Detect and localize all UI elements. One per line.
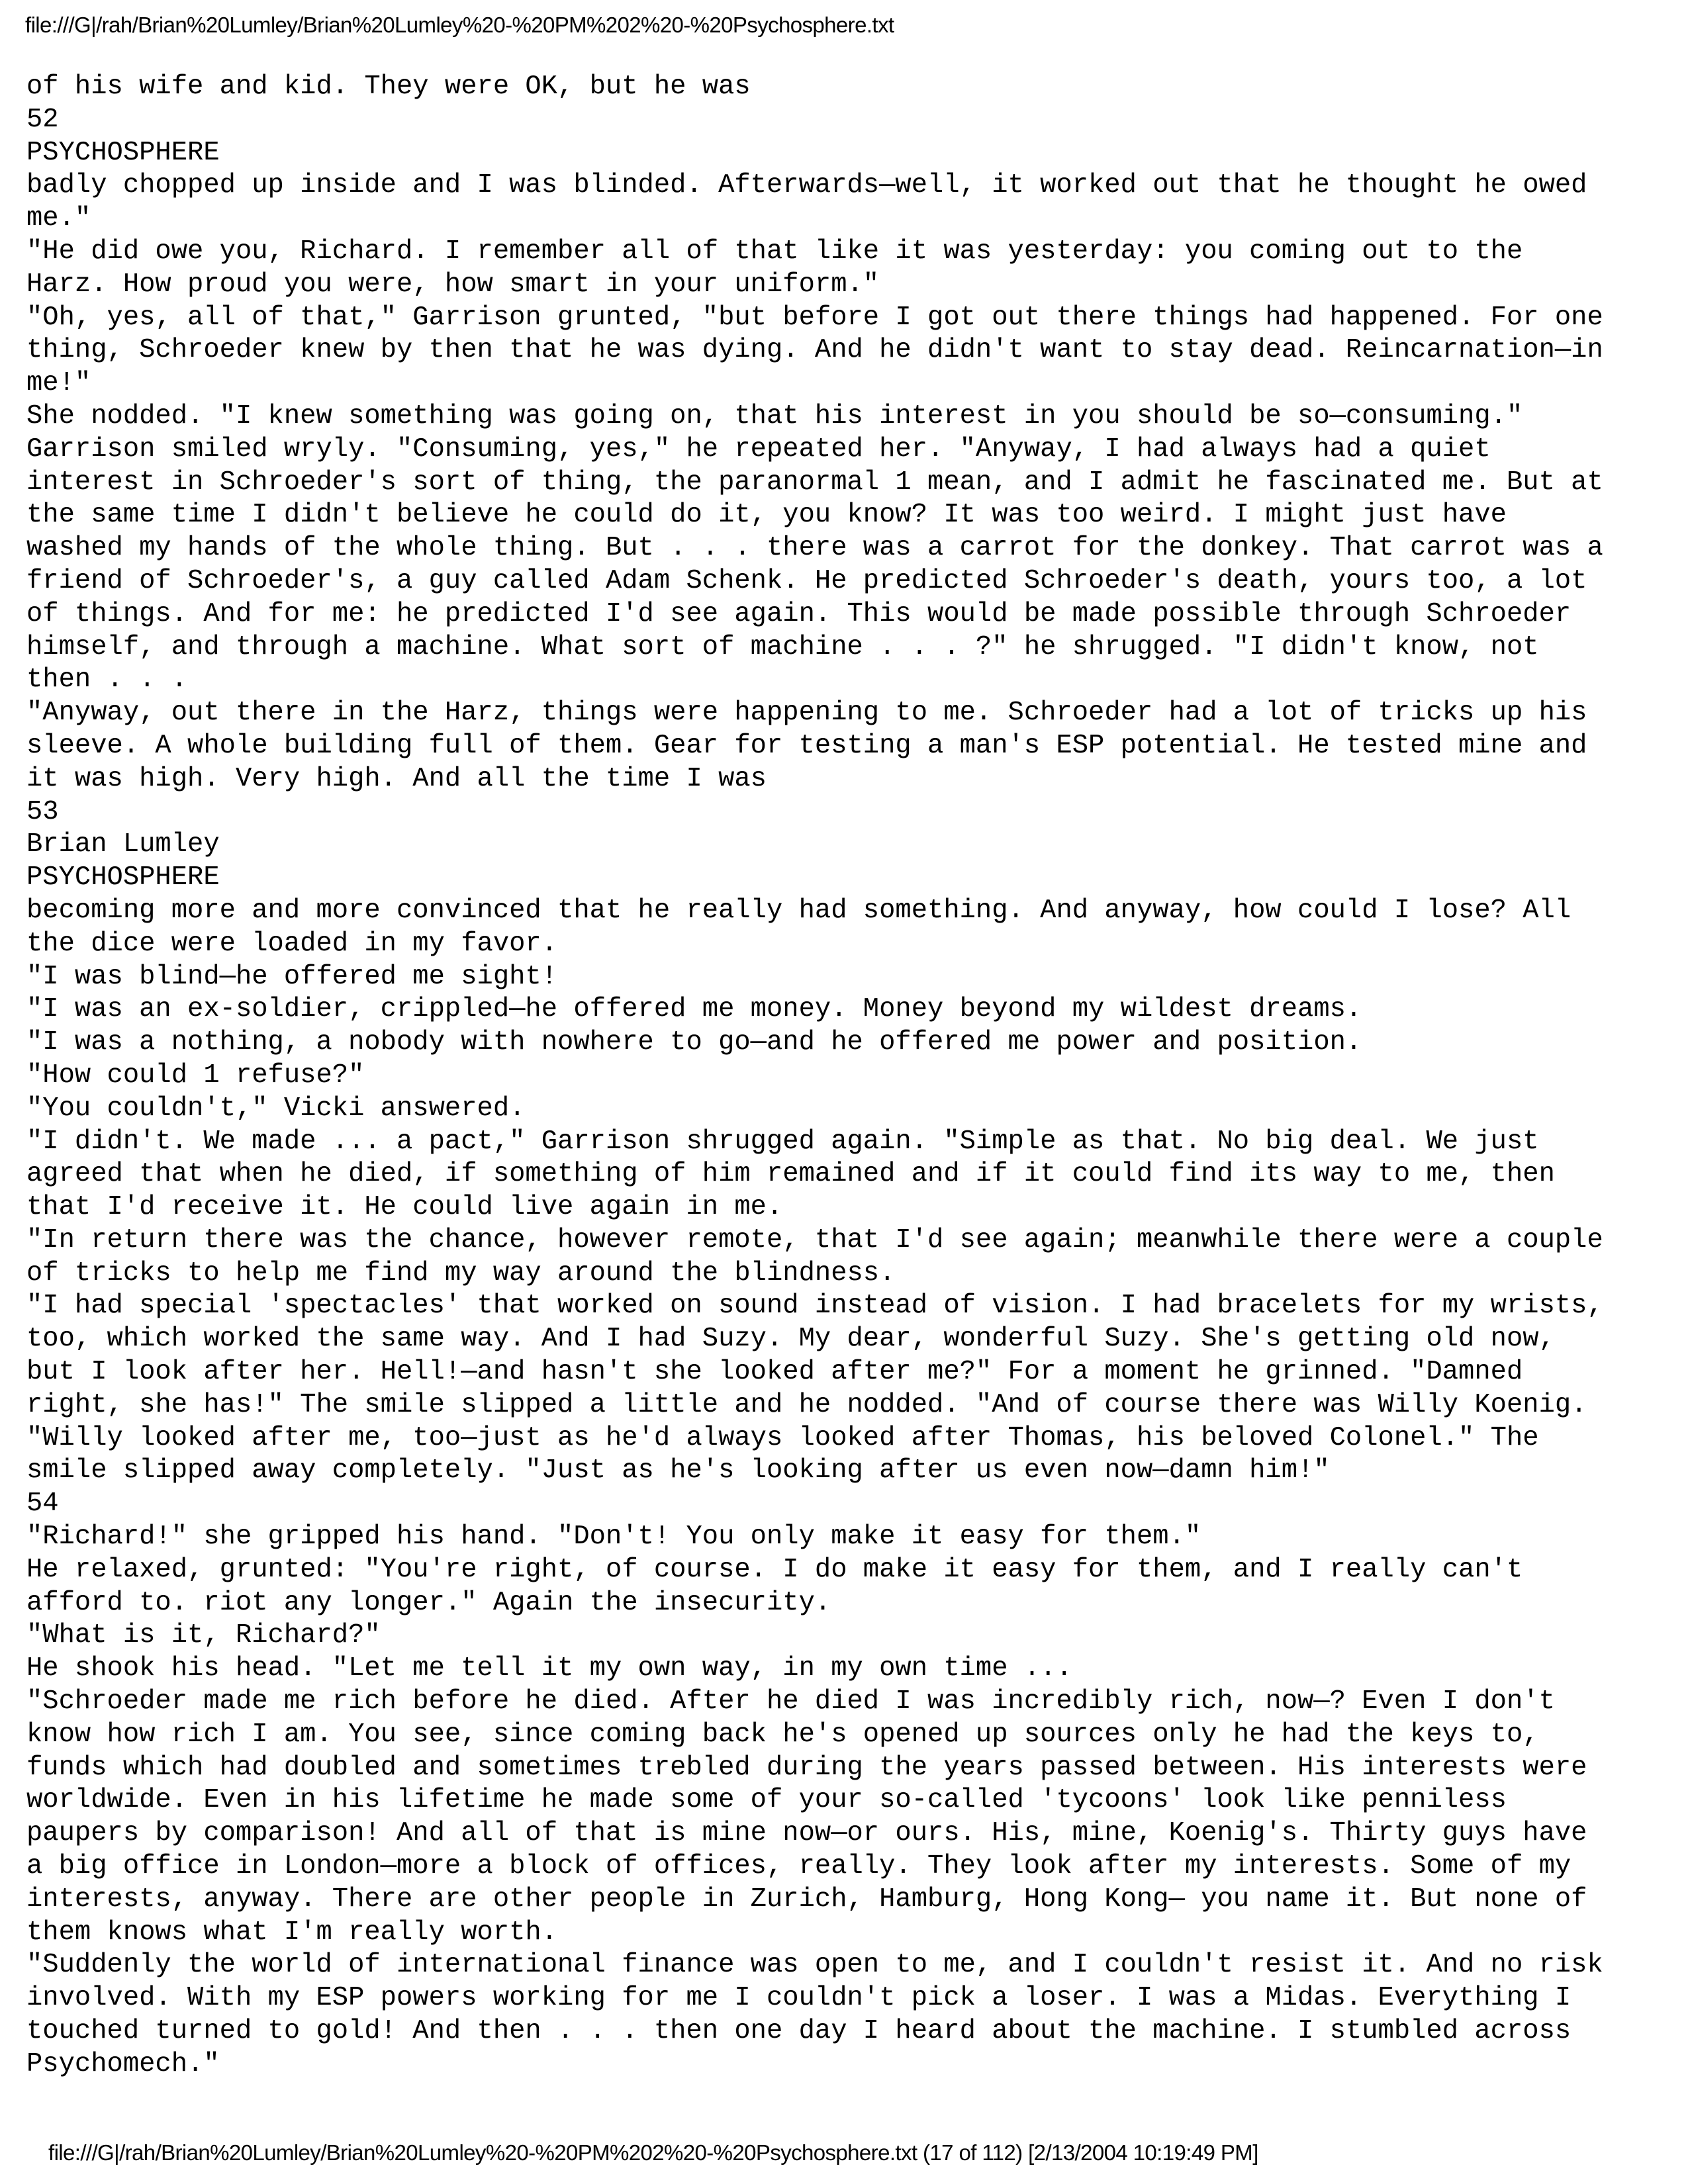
text-line: worldwide. Even in his lifetime he made some of your so-called 'tycoons' look like penniless — [26, 1785, 1507, 1816]
text-line: touched turned to gold! And then . . . then one day I heard about the machine. I stumbled across — [26, 2016, 1571, 2047]
text-line: of tricks to help me find my way around the blindness. — [26, 1257, 896, 1289]
text-line: He relaxed, grunted: "You're right, of course. I do make it easy for them, and I really can't — [26, 1554, 1523, 1585]
text-line: "I was a nothing, a nobody with nowhere to go—and he offered me power and position. — [26, 1027, 1362, 1058]
text-line: "Anyway, out there in the Harz, things were happening to me. Schroeder had a lot of tricks up his — [26, 698, 1587, 729]
text-line: me." — [26, 203, 91, 234]
text-line: "I had special 'spectacles' that worked on sound instead of vision. I had bracelets for my wrists, — [26, 1291, 1603, 1322]
text-line: funds which had doubled and sometimes trebled during the years passed between. His interests were — [26, 1752, 1587, 1783]
text-line: them knows what I'm really worth. — [26, 1917, 558, 1948]
text-line: afford to. riot any longer." Again the insecurity. — [26, 1587, 831, 1618]
text-line: Harz. How proud you were, how smart in your uniform." — [26, 269, 880, 300]
text-line: that I'd receive it. He could live again in me. — [26, 1192, 783, 1223]
text-line: himself, and through a machine. What sort of machine . . . ?" he shrugged. "I didn't know, not — [26, 631, 1539, 662]
text-line: badly chopped up inside and I was blinded. Afterwards—well, it worked out that he thought he owed — [26, 170, 1587, 201]
text-line: involved. With my ESP powers working for me I couldn't pick a loser. I was a Midas. Everything I — [26, 1983, 1571, 2014]
text-line: interests, anyway. There are other people in Zurich, Hamburg, Hong Kong— you name it. But none of — [26, 1884, 1587, 1915]
text-line: friend of Schroeder's, a guy called Adam Schenk. He predicted Schroeder's death, yours too, a lot — [26, 565, 1587, 596]
text-line: "He did owe you, Richard. I remember all of that like it was yesterday: you coming out to the — [26, 236, 1523, 267]
text-line: of things. And for me: he predicted I'd see again. This would be made possible through Schroeder — [26, 598, 1571, 629]
text-line: right, she has!" The smile slipped a little and he nodded. "And of course there was Willy Koenig. — [26, 1389, 1587, 1420]
text-line: "Richard!" she gripped his hand. "Don't! You only make it easy for them." — [26, 1522, 1201, 1553]
text-line: He shook his head. "Let me tell it my own way, in my own time ... — [26, 1653, 1072, 1684]
file-path-header: file:///G|/rah/Brian%20Lumley/Brian%20Lumley%20-%20PM%202%20-%20Psychosphere.txt — [25, 13, 894, 37]
text-line: She nodded. "I knew something was going on, that his interest in you should be so—consuming." — [26, 400, 1523, 432]
text-line: paupers by comparison! And all of that is mine now—or ours. His, mine, Koenig's. Thirty guys have — [26, 1818, 1587, 1849]
file-path-footer: file:///G|/rah/Brian%20Lumley/Brian%20Lumley%20-%20PM%202%20-%20Psychosphere.txt (17 of 112) [2/13/2004 10:19:49 PM] — [48, 2140, 1258, 2165]
text-line: "I was an ex-soldier, crippled—he offered me money. Money beyond my wildest dreams. — [26, 994, 1362, 1025]
text-line: PSYCHOSPHERE — [26, 862, 220, 893]
text-line: "In return there was the chance, however remote, that I'd see again; meanwhile there were a couple — [26, 1224, 1603, 1255]
text-line: know how rich I am. You see, since coming back he's opened up sources only he had the keys to, — [26, 1719, 1539, 1750]
text-line: the same time I didn't believe he could do it, you know? It was too weird. I might just have — [26, 500, 1507, 531]
text-line: sleeve. A whole building full of them. Gear for testing a man's ESP potential. He tested mine and — [26, 730, 1587, 761]
text-line: "Willy looked after me, too—just as he'd always looked after Thomas, his beloved Colonel." The — [26, 1422, 1539, 1453]
text-line: smile slipped away completely. "Just as he's looking after us even now—damn him!" — [26, 1455, 1330, 1486]
text-line: agreed that when he died, if something of him remained and if it could find its way to me, then — [26, 1159, 1555, 1190]
text-line: of his wife and kid. They were OK, but he was — [26, 71, 751, 102]
text-line: PSYCHOSPHERE — [26, 137, 220, 168]
text-line: Psychomech." — [26, 2048, 220, 2079]
text-line: "Oh, yes, all of that," Garrison grunted, "but before I got out there things had happened. For one — [26, 302, 1603, 333]
text-line: 52 — [26, 104, 59, 135]
text-line: a big office in London—more a block of offices, really. They look after my interests. Some of my — [26, 1851, 1571, 1882]
text-line: becoming more and more convinced that he really had something. And anyway, how could I lose? All — [26, 895, 1571, 926]
text-line: me!" — [26, 368, 91, 399]
text-line: "You couldn't," Vicki answered. — [26, 1093, 526, 1124]
text-line: "Schroeder made me rich before he died. After he died I was incredibly rich, now—? Even I don't — [26, 1686, 1555, 1717]
text-line: 54 — [26, 1488, 59, 1520]
text-line: it was high. Very high. And all the time I was — [26, 763, 767, 794]
text-line: but I look after her. Hell!—and hasn't she looked after me?" For a moment he grinned. "Damned — [26, 1357, 1523, 1388]
text-line: "What is it, Richard?" — [26, 1620, 381, 1651]
text-line: too, which worked the same way. And I had Suzy. My dear, wonderful Suzy. She's getting old now, — [26, 1324, 1555, 1355]
text-line: "I was blind—he offered me sight! — [26, 961, 558, 992]
text-line: then . . . — [26, 664, 188, 696]
document-body — [26, 71, 1662, 2081]
text-line: "Suddenly the world of international finance was open to me, and I couldn't resist it. And no risk — [26, 1950, 1603, 1981]
text-line: "I didn't. We made ... a pact," Garrison shrugged again. "Simple as that. No big deal. We just — [26, 1126, 1539, 1157]
text-line: Garrison smiled wryly. "Consuming, yes," he repeated her. "Anyway, I had always had a quiet — [26, 433, 1491, 465]
text-line: Brian Lumley — [26, 829, 220, 860]
text-line: the dice were loaded in my favor. — [26, 928, 558, 959]
text-line: "How could 1 refuse?" — [26, 1060, 365, 1091]
text-line: interest in Schroeder's sort of thing, the paranormal 1 mean, and I admit he fascinated me. But at — [26, 467, 1603, 498]
text-line: washed my hands of the whole thing. But . . . there was a carrot for the donkey. That carrot was a — [26, 533, 1603, 564]
text-line: thing, Schroeder knew by then that he was dying. And he didn't want to stay dead. Reincarnation—in — [26, 335, 1603, 366]
text-line: 53 — [26, 796, 59, 827]
